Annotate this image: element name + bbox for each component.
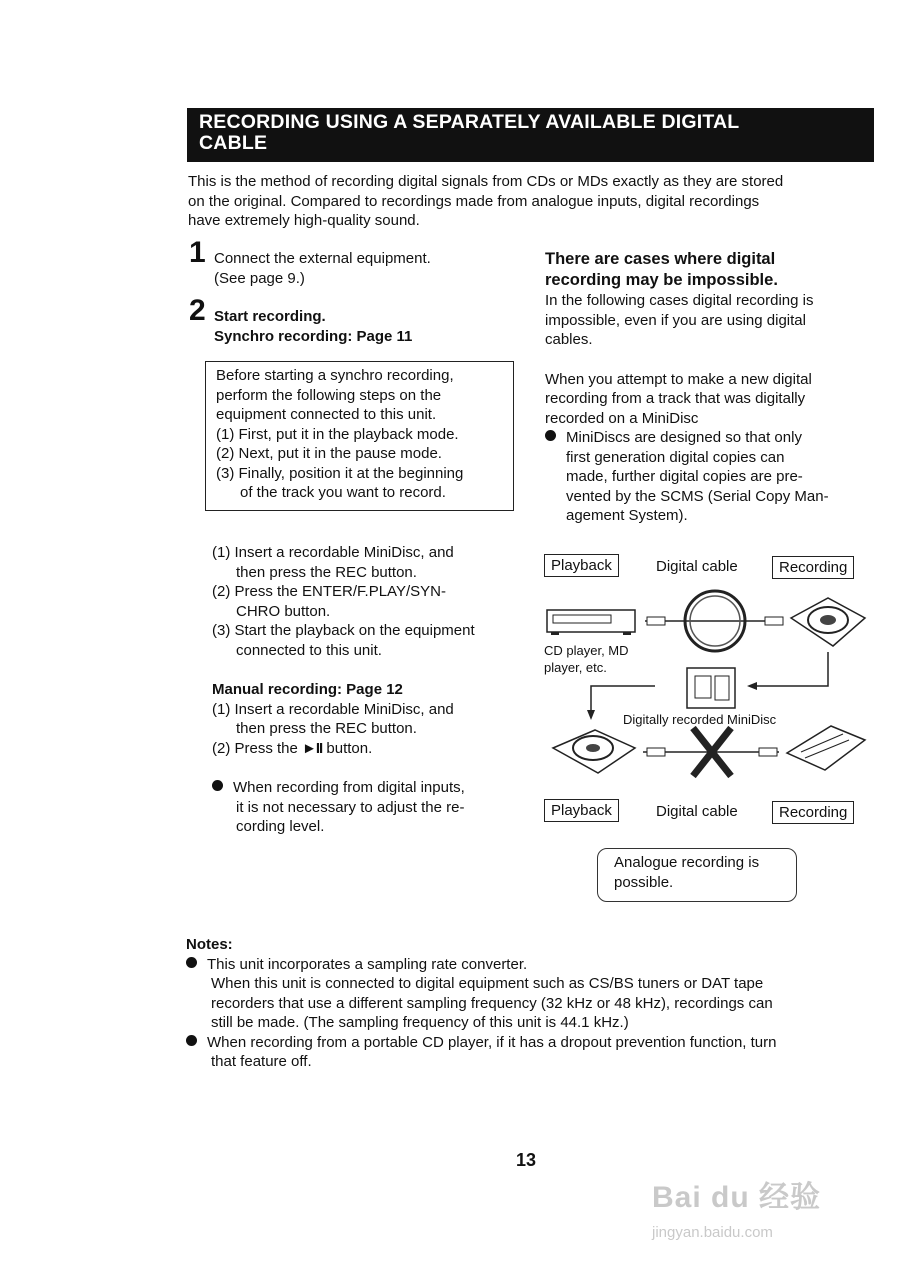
arrow-to-md xyxy=(755,652,828,686)
box-line: perform the following steps on the xyxy=(216,386,442,404)
playback-label: Playback xyxy=(544,554,619,577)
watermark xyxy=(652,1150,852,1270)
recording-label: Recording xyxy=(772,556,854,579)
right-line: agement System). xyxy=(566,507,688,524)
analogue-note xyxy=(597,848,797,902)
step-1-line: Connect the external equipment. xyxy=(214,250,431,267)
step-2-number: 2 xyxy=(189,294,206,327)
diagram-graphics xyxy=(543,548,878,838)
right-line: recording from a track that was digitally xyxy=(545,390,806,407)
minidisc-icon xyxy=(687,668,735,708)
step-line: connected to this unit. xyxy=(236,641,382,659)
header-line-2: CABLE xyxy=(199,132,268,154)
analogue-line: Analogue recording is xyxy=(614,854,760,871)
intro-line: have extremely high-quality sound. xyxy=(188,212,420,229)
cd-player-icon xyxy=(547,610,635,635)
note-line: This unit incorporates a sampling rate converter. xyxy=(207,955,528,973)
step-line: CHRO button. xyxy=(236,602,331,620)
playback-label-2: Playback xyxy=(544,799,619,822)
step-1-number: 1 xyxy=(189,236,206,269)
step-2-title: Start recording. xyxy=(214,308,326,325)
notes-section xyxy=(186,935,876,1072)
right-column xyxy=(545,249,875,526)
note-line: When recording from a portable CD player, if it has a dropout prevention function, turn xyxy=(207,1033,777,1051)
step-line: (1) Insert a recordable MiniDisc, and xyxy=(212,700,454,718)
md-deck-icon xyxy=(787,726,865,770)
right-line: vented by the SCMS (Serial Copy Man- xyxy=(566,487,829,505)
box-line: (1) First, put it in the playback mode. xyxy=(216,425,459,443)
bullet-line xyxy=(212,778,515,798)
right-line: impossible, even if you are using digital xyxy=(545,311,806,329)
right-line: When you attempt to make a new digital xyxy=(545,370,812,388)
right-line: In the following cases digital recording is xyxy=(545,292,814,309)
step-text: (2) Press the xyxy=(212,739,298,757)
step-line: (2) Press the ENTER/F.PLAY/SYN- xyxy=(212,583,446,600)
cable-label-2: Digital cable xyxy=(656,803,738,820)
step-line: (3) Start the playback on the equipment xyxy=(212,622,475,639)
source-line: player, etc. xyxy=(544,660,607,675)
bullet-line xyxy=(545,428,875,448)
note-line: recorders that use a different sampling frequency (32 kHz or 48 kHz), recordings can xyxy=(211,994,773,1012)
right-line: first generation digital copies can xyxy=(566,448,785,466)
arrow-to-player xyxy=(591,686,655,713)
note-text: it is not necessary to adjust the re- xyxy=(236,798,465,816)
md-player-icon xyxy=(553,730,635,773)
synchro-steps xyxy=(212,543,515,660)
minidisc-label: Digitally recorded MiniDisc xyxy=(623,712,777,727)
intro-line: This is the method of recording digital signals from CDs or MDs exactly as they are stored xyxy=(188,173,784,190)
note-text: When recording from digital inputs, xyxy=(233,779,465,796)
synchro-prep-box xyxy=(205,361,514,511)
intro-paragraph xyxy=(188,172,874,231)
right-line: cables. xyxy=(545,331,593,348)
note-line: that feature off. xyxy=(211,1053,312,1070)
md-recorder-icon xyxy=(791,598,865,646)
right-line: MiniDiscs are designed so that only xyxy=(566,429,802,446)
step-1-text xyxy=(214,249,431,288)
step-line: (1) Insert a recordable MiniDisc, and xyxy=(212,544,454,561)
level-note xyxy=(212,778,515,837)
box-line: Before starting a synchro recording, xyxy=(216,367,454,384)
connection-diagram xyxy=(543,548,878,838)
notes-title: Notes: xyxy=(186,936,233,953)
page-number: 13 xyxy=(516,1150,537,1170)
box-line: (3) Finally, position it at the beginning xyxy=(216,464,464,482)
bullet-line xyxy=(186,1033,876,1053)
step-line xyxy=(212,739,515,759)
manual-recording xyxy=(212,680,515,758)
intro-line: on the original. Compared to recordings made from analogue inputs, digital recordings xyxy=(188,192,760,210)
play-pause-icon: ►II xyxy=(302,739,323,757)
manual-title: Manual recording: Page 12 xyxy=(212,681,403,698)
box-line: (2) Next, put it in the pause mode. xyxy=(216,445,442,462)
analogue-line: possible. xyxy=(614,873,674,891)
note-text: cording level. xyxy=(236,818,325,835)
bullet-icon xyxy=(545,430,556,441)
right-line: made, further digital copies are pre- xyxy=(566,468,803,485)
cable-label: Digital cable xyxy=(656,558,738,575)
recording-label-2: Recording xyxy=(772,801,854,824)
step-text: button. xyxy=(326,739,373,757)
blocked-cable-icon xyxy=(643,728,779,776)
digital-cable-icon xyxy=(645,591,783,651)
step-1-line: (See page 9.) xyxy=(214,269,305,287)
bullet-icon xyxy=(186,1035,197,1046)
bullet-line xyxy=(186,955,876,975)
bullet-icon xyxy=(186,957,197,968)
header-line-1: RECORDING USING A SEPARATELY AVAILABLE DIGITAL xyxy=(199,111,740,133)
section-header xyxy=(187,108,874,162)
step-line: then press the REC button. xyxy=(236,720,417,737)
right-title: There are cases where digital xyxy=(545,250,776,268)
step-line: then press the REC button. xyxy=(236,563,417,581)
box-line: equipment connected to this unit. xyxy=(216,406,437,423)
right-title: recording may be impossible. xyxy=(545,271,778,289)
note-line: When this unit is connected to digital equipment such as CS/BS tuners or DAT tape xyxy=(211,975,764,992)
synchro-subtitle: Synchro recording: Page 11 xyxy=(214,327,413,345)
source-line: CD player, MD xyxy=(544,643,629,658)
step-2-heading xyxy=(214,307,412,346)
note-line: still be made. (The sampling frequency of this unit is 44.1 kHz.) xyxy=(211,1014,629,1031)
right-line: recorded on a MiniDisc xyxy=(545,409,699,427)
source-label xyxy=(544,642,629,676)
box-line: of the track you want to record. xyxy=(240,484,446,501)
bullet-icon xyxy=(212,780,223,791)
watermark-url: jingyan.baidu.com xyxy=(652,1224,773,1241)
watermark-brand: Bai du 经验 xyxy=(652,1181,822,1214)
